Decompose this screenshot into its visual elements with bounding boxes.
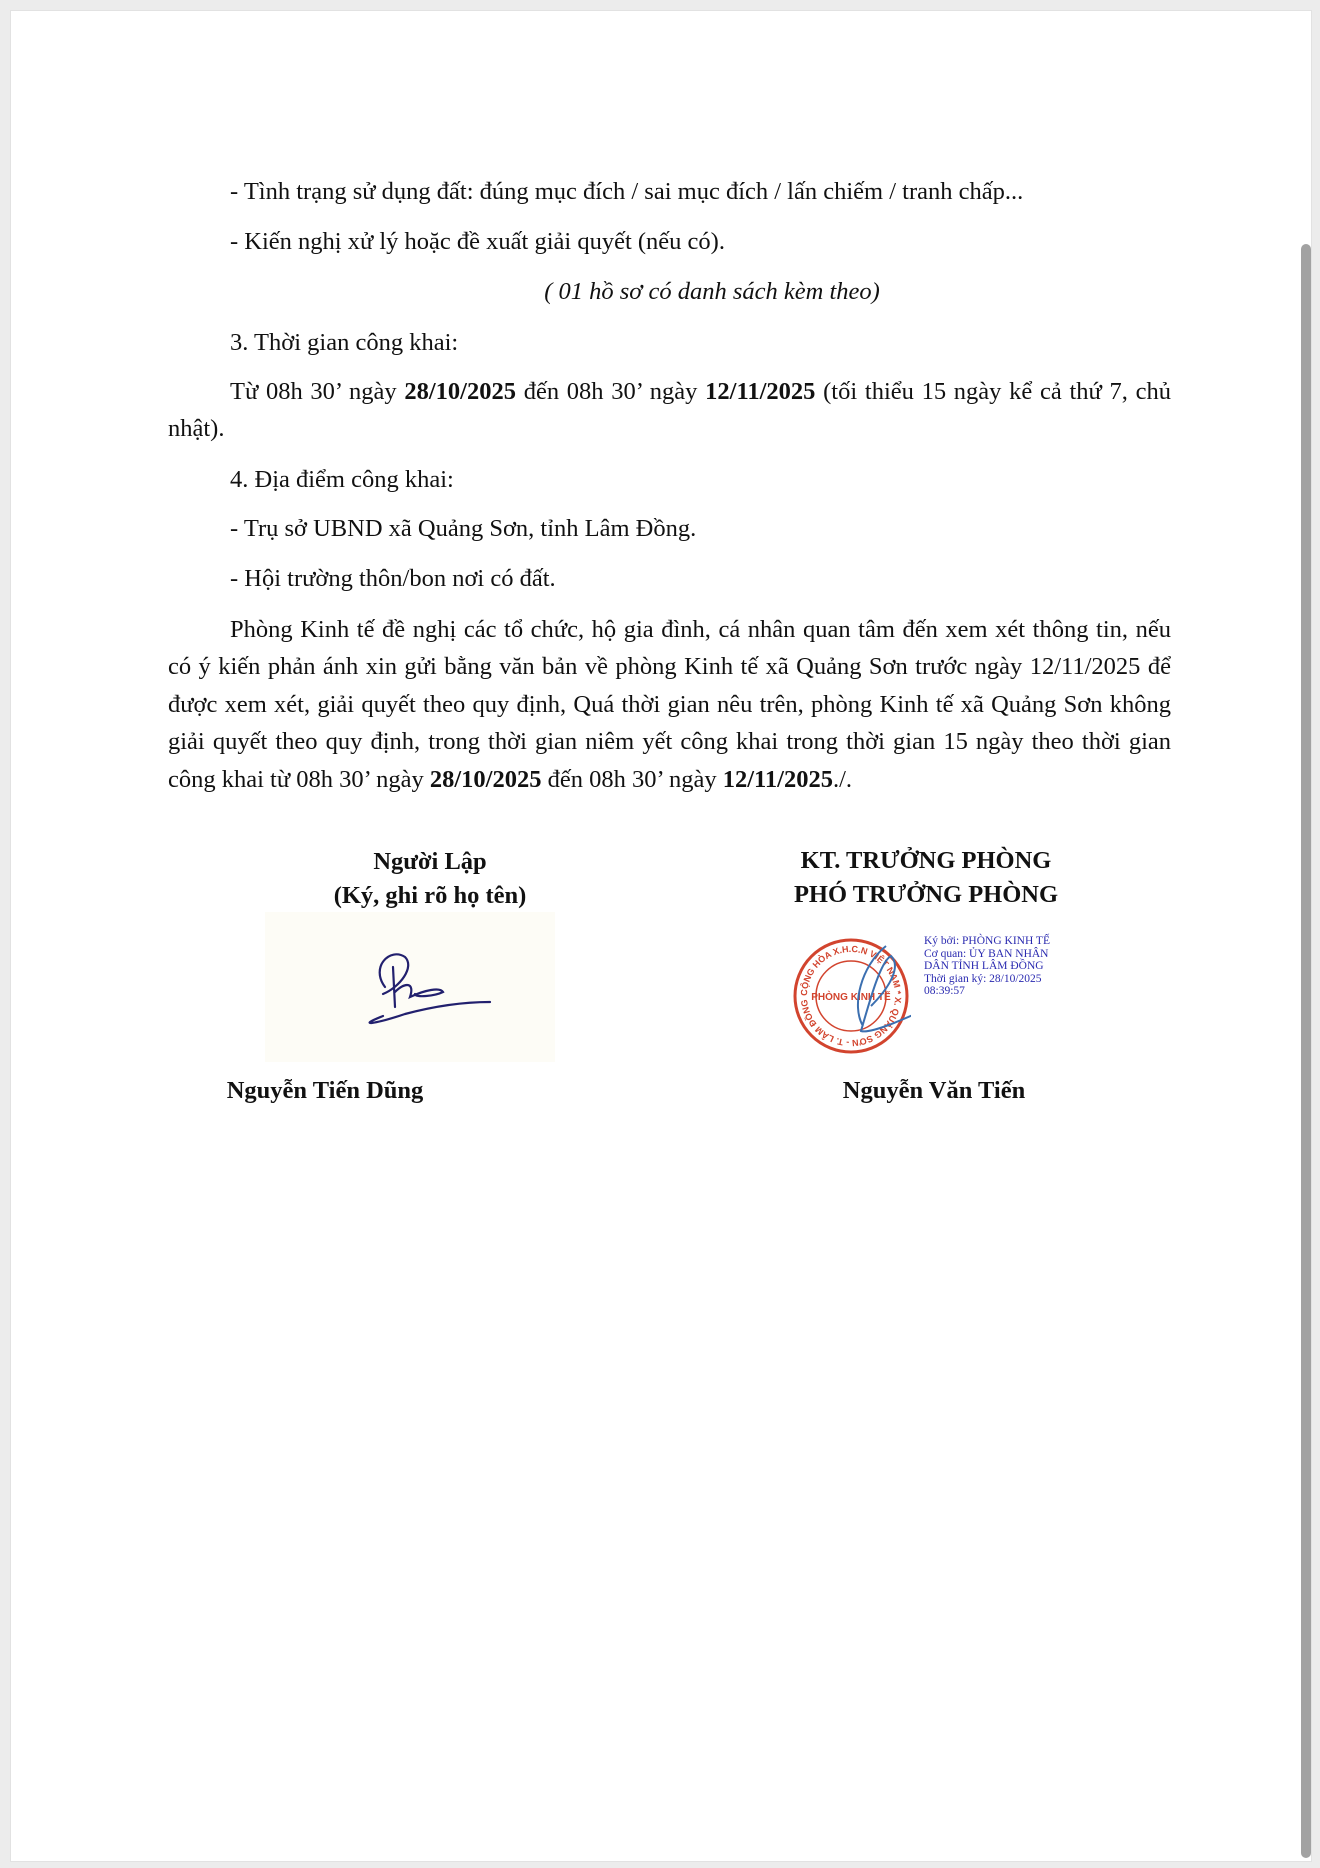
end-date: 12/11/2025 (705, 378, 816, 405)
start-date: 28/10/2025 (404, 378, 516, 405)
section-4-title: 4. Địa điểm công khai: (230, 466, 454, 493)
land-status-line: - Tình trạng sử dụng đất: đúng mục đích / sai mục đích / lấn chiếm / tranh chấp... (230, 178, 1024, 205)
attachment-note: ( 01 hồ sơ có danh sách kèm theo) (544, 278, 880, 305)
preparer-name: Nguyễn Tiến Dũng (226, 1077, 424, 1104)
notice-paragraph (168, 611, 1171, 798)
agency: DÂN TỈNH LÂM ĐỒNG (924, 960, 1044, 972)
document-page (10, 10, 1312, 1862)
end-date: 12/11/2025 (722, 765, 833, 793)
text: Từ 08h 30’ ngày (230, 378, 405, 405)
time-paragraph (168, 373, 1171, 448)
start-date: 28/10/2025 (429, 765, 542, 793)
approver-name: Nguyễn Văn Tiến (842, 1077, 1026, 1104)
approver-subtitle: PHÓ TRƯỞNG PHÒNG (793, 881, 1059, 908)
preparer-title: Người Lập (373, 848, 487, 875)
text: (tối thiểu 15 ngày kể cả thứ 7, chủ nhật). (168, 378, 1171, 443)
stamp-ring-text: CỘNG HÒA X.H.C.N VIỆT NAM * X. QUẢNG SƠN - T. LÂM ĐỒNG (798, 943, 904, 1049)
preparer-subtitle: (Ký, ghi rõ họ tên) (333, 882, 527, 909)
section-3-title: 3. Thời gian công khai: (230, 329, 459, 356)
text: đến 08h 30’ ngày (515, 378, 706, 405)
vertical-scrollbar[interactable] (1301, 244, 1311, 1858)
digital-signature-info (924, 935, 1050, 998)
recommendation-line: - Kiến nghị xử lý hoặc đề xuất giải quyết (nếu có). (230, 228, 725, 255)
text: ./. (832, 765, 853, 793)
location-2: - Hội trường thôn/bon nơi có đất. (230, 565, 556, 592)
official-stamp (791, 936, 911, 1056)
text: Phòng Kinh tế đề nghị các tổ chức, hộ gia đình, cá nhân quan tâm đến xem xét thông tin, nếu có ý kiến phản ánh xin gửi bằng văn bản về phòng Kinh tế xã Quảng Sơn trước ngày 12/11/2025 để được xem xét, giải quyết theo quy định, Quá thời gian nêu trên, phòng Kinh tế xã Quảng Sơn không giải quyết theo quy định, trong thời gian niêm yết công khai trong thời gian 15 ngày theo thời gian công khai từ 08h 30’ ngày (168, 616, 1171, 793)
signed-time: Thời gian ký: 28/10/2025 (924, 972, 1042, 985)
signed-by: Ký bởi: PHÒNG KINH TẾ (924, 935, 1050, 947)
location-1: - Trụ sở UBND xã Quảng Sơn, tỉnh Lâm Đồng. (230, 515, 697, 542)
approver-title: KT. TRƯỞNG PHÒNG (800, 847, 1052, 874)
text: đến 08h 30’ ngày (541, 765, 723, 793)
agency: Cơ quan: ỦY BAN NHÂN (924, 947, 1049, 960)
handwritten-signature (265, 912, 555, 1062)
stamp-center-text: PHÒNG KINH TẾ (811, 992, 891, 1003)
signed-clock: 08:39:57 (924, 985, 965, 997)
